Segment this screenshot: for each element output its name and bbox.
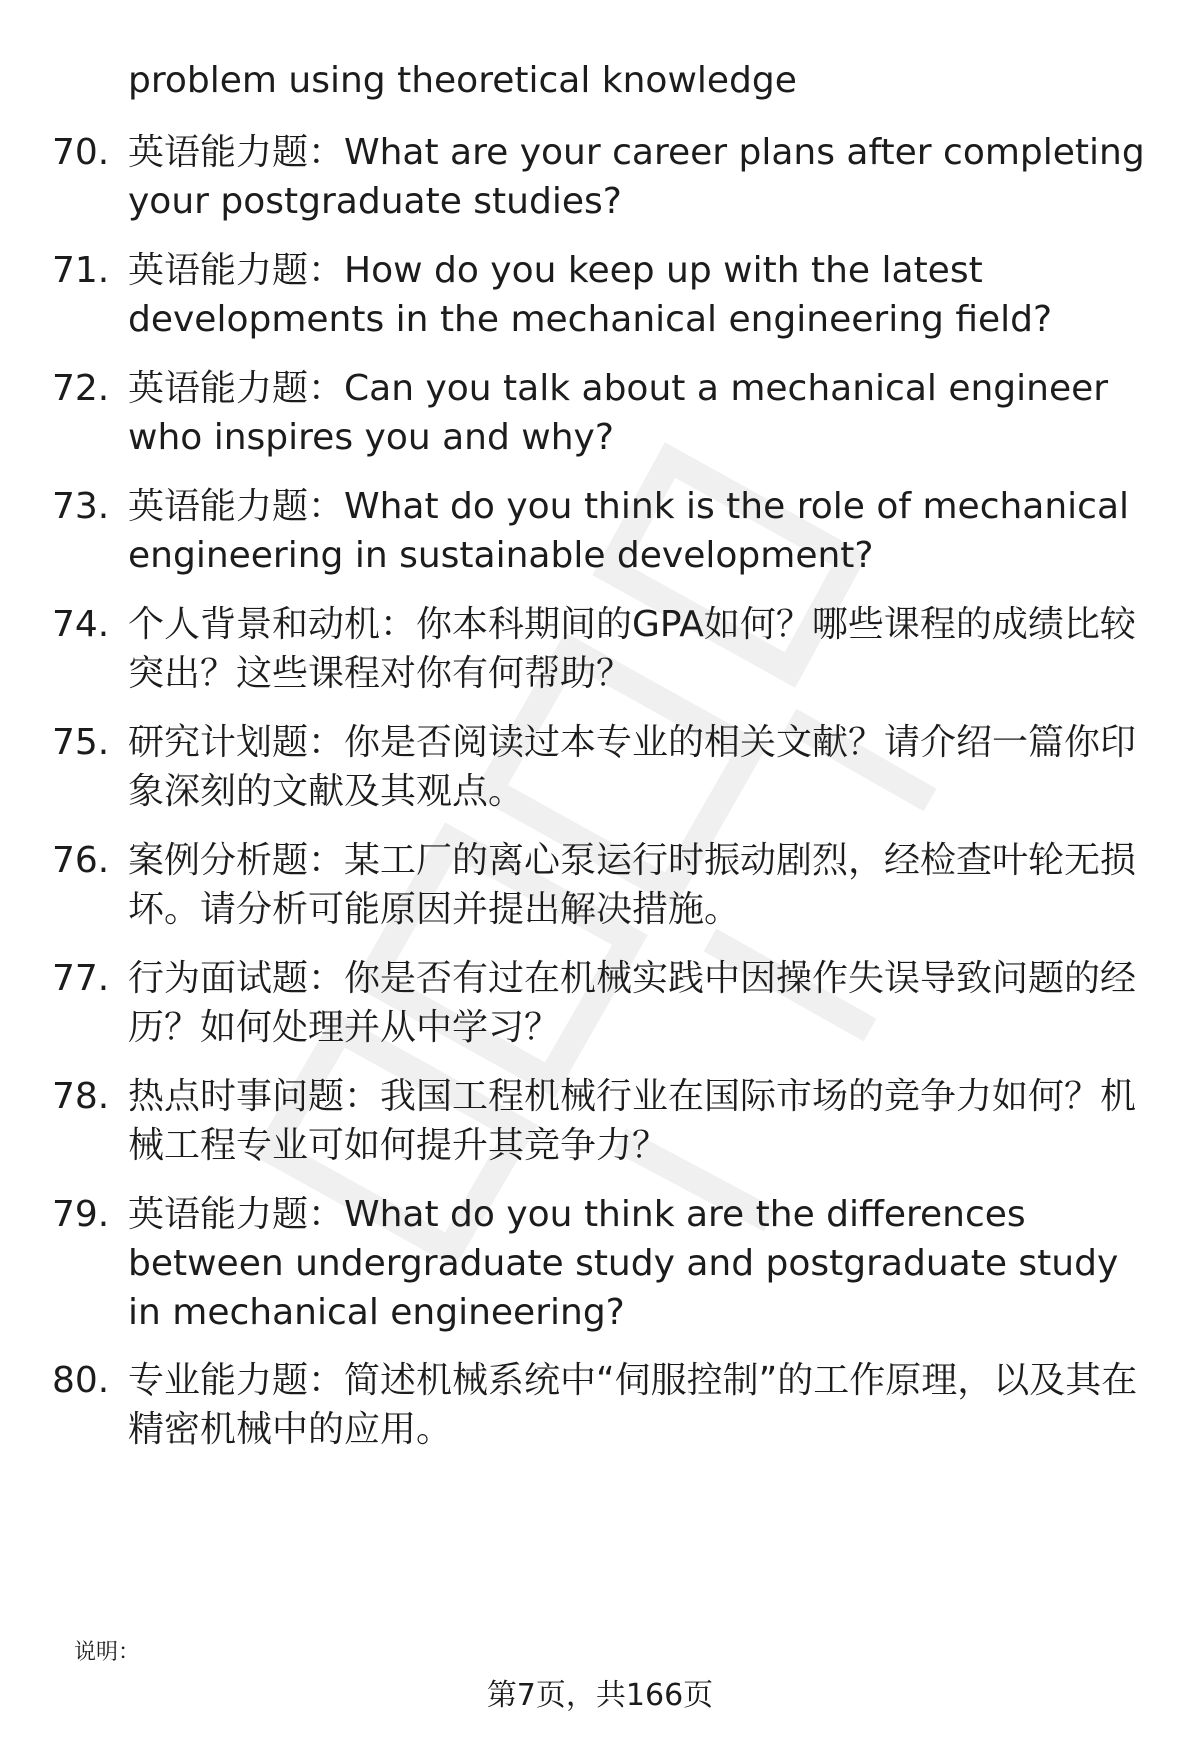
item-number: 77. <box>52 958 110 999</box>
item-text: 英语能力题：What do you think is the role of mechanical engineering in sustainable development? <box>128 486 1130 576</box>
item-text: 案例分析题：某工厂的离心泵运行时振动剧烈，经检查叶轮无损坏。请分析可能原因并提出解决措施。 <box>128 840 1137 930</box>
item-text: 英语能力题：How do you keep up with the latest developments in the mechanical engineering field? <box>128 250 1053 340</box>
continuation-text: problem using theoretical knowledge <box>128 60 797 101</box>
item-number: 80. <box>52 1360 110 1401</box>
item-text: 热点时事问题：我国工程机械行业在国际市场的竞争力如何？机械工程专业可如何提升其竞争力？ <box>128 1076 1137 1166</box>
item-text: 研究计划题：你是否阅读过本专业的相关文献？请介绍一篇你印象深刻的文献及其观点。 <box>128 722 1137 812</box>
note-label: 说明： <box>74 1640 141 1665</box>
item-text: 行为面试题：你是否有过在机械实践中因操作失误导致问题的经历？如何处理并从中学习？ <box>128 958 1137 1048</box>
item-number: 74. <box>52 604 110 645</box>
item-number: 70. <box>52 132 110 173</box>
item-number: 79. <box>52 1194 110 1235</box>
page-footer: 第7页，共166页 <box>486 1678 714 1713</box>
item-number: 78. <box>52 1076 110 1117</box>
item-text: 专业能力题：简述机械系统中“伺服控制”的工作原理，以及其在精密机械中的应用。 <box>128 1360 1138 1450</box>
item-text: 英语能力题：What do you think are the differences between undergraduate study and postgraduate study in mechanical engineering? <box>128 1194 1119 1333</box>
item-number: 73. <box>52 486 110 527</box>
item-text: 英语能力题：Can you talk about a mechanical engineer who inspires you and why? <box>128 368 1109 458</box>
item-text: 个人背景和动机：你本科期间的GPA如何？哪些课程的成绩比较突出？这些课程对你有何帮助？ <box>128 604 1136 694</box>
item-number: 75. <box>52 722 110 763</box>
item-number: 72. <box>52 368 110 409</box>
item-text: 英语能力题：What are your career plans after completing your postgraduate studies? <box>128 132 1145 222</box>
item-number: 71. <box>52 250 110 291</box>
item-number: 76. <box>52 840 110 881</box>
